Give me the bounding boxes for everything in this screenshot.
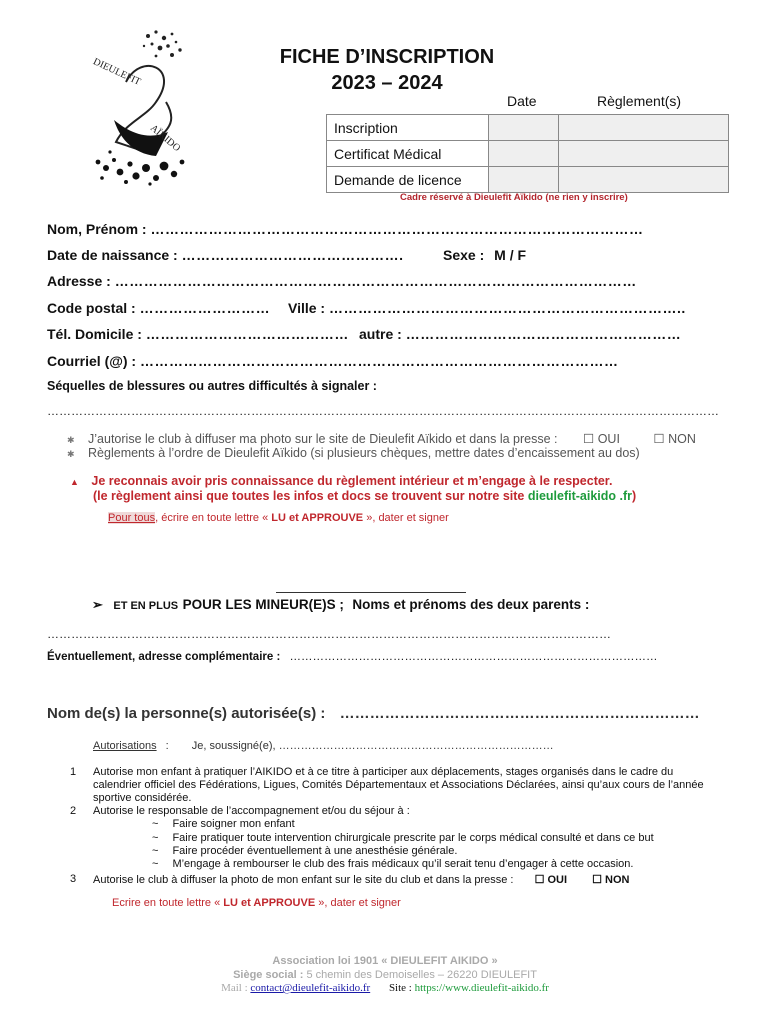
personnes-autorisees-line[interactable]: ……………………………………………………………… [339,705,700,722]
auth-item-3-text: Autorise le club à diffuser la photo de mon enfant sur le site du club et dans la presse : [93,874,514,886]
subitem-text: Faire pratiquer toute intervention chirurgicale prescrite par le corps médical consulté et dans ce but [172,832,654,844]
field-autre-line[interactable]: ………………………………………………… [405,326,682,342]
footer-site-link[interactable]: https://www.dieulefit-aikido.fr [414,982,549,994]
minor-photo-oui-checkbox[interactable]: ☐ OUI [534,874,568,886]
subitem [152,845,457,857]
adresse-complementaire-line[interactable]: …………………………………………………………………………………… [289,651,658,663]
footer-site-label: Site : [388,982,412,994]
ecrire-text-b: », dater et signer [315,897,401,909]
minors-heading-big: POUR LES MINEUR(E)S ; [182,597,344,612]
tilde-icon: ~ [152,832,159,844]
triangle-icon: ▲ [70,477,79,487]
photo-oui-checkbox[interactable]: ☐ OUI [583,432,620,446]
field-naissance [47,247,404,263]
consent-photo [67,431,727,446]
logo-bottom-text: AÏKIDO [147,122,183,155]
page-title: FICHE D’INSCRIPTION [279,46,495,68]
field-nom-line[interactable]: ………………………………………………………………………………………… [150,221,644,237]
auth-item-1-num: 1 [70,766,77,778]
admin-cell-date [489,115,559,141]
admin-col-reglement: Règlement(s) [597,93,682,109]
lu-approuve-text: LU et APPROUVE [223,897,316,909]
admin-cell-reglement [559,167,729,193]
field-ville-line[interactable]: ……………………………………………………………….. [328,300,686,316]
admin-cell-date [489,141,559,167]
lu-approuve-text: LU et APPROUVE [271,512,364,524]
field-tel [47,326,349,342]
admin-cell-date [489,167,559,193]
field-naissance-line[interactable]: ………………………………………. [181,247,404,263]
tilde-icon: ~ [152,845,159,857]
footer-mail-link[interactable]: contact@dieulefit-aikido.fr [250,982,371,994]
tilde-icon: ~ [152,858,159,870]
reglement-block [70,474,612,488]
field-cp-label: Code postal : [47,300,136,316]
soussigne-line[interactable]: Je, soussigné(e), ………………………………………………………………… [191,740,554,752]
field-sexe-value[interactable]: M / F [494,247,527,263]
admin-cell-reglement [559,141,729,167]
consent-reglements-text: Règlements à l’ordre de Dieulefit Aïkido (si plusieurs chèques, mettre dates d’encaissement au dos) [88,446,640,460]
field-tel-line[interactable]: …………………………………… [145,326,349,342]
bullet-icon: ✱ [67,435,75,445]
footer-contact [0,982,770,994]
field-cp-line[interactable]: ……………………… [139,300,271,316]
footer-siege-value: 5 chemin des Demoiselles – 26220 DIEULEFIT [306,969,537,981]
field-nom [47,221,643,237]
bullet-icon: ✱ [67,449,75,459]
personnes-autorisees [47,705,700,722]
reglement-line2-end: ) [632,489,637,503]
field-adresse [47,273,637,289]
autorisations-header [93,740,554,752]
admin-row-label: Inscription [327,115,489,141]
field-sequelles-label: Séquelles de blessures ou autres difficultés à signaler : [47,379,377,393]
autorisations-label: Autorisations [93,740,157,752]
field-code-postal [47,300,270,316]
admin-col-date: Date [507,93,537,109]
auth-item-1-text: Autorise mon enfant à pratiquer l’AIKIDO et à ce titre à participer aux déplacements, stages organisés dans le cadre du calendrier officiel des Fédérations, Ligues, Comités Départementaux et Associations Déclarées, ainsi qu’aux cours de l’année sportive considérée. [93,766,704,804]
admin-note: Cadre réservé à Dieulefit Aïkido (ne rien y inscrire) [400,192,628,203]
adresse-complementaire [47,651,658,663]
pour-tous-text-a: , écrire en toute lettre « [155,512,272,524]
minor-photo-non-label: NON [605,874,630,886]
minors-heading-rest: Noms et prénoms des deux parents : [352,597,590,612]
footer-mail-label: Mail : [221,982,248,994]
admin-row [327,141,729,167]
auth-item-3-num: 3 [70,873,77,885]
field-courriel-label: Courriel (@) : [47,353,137,369]
field-adresse-label: Adresse : [47,273,111,289]
minors-heading-small: ET EN PLUS [113,600,179,612]
field-courriel-line[interactable]: ……………………………………………………………………………………… [139,353,619,369]
signature-line[interactable] [276,592,466,593]
admin-table [326,114,729,193]
admin-cell-reglement [559,115,729,141]
reglement-site-link[interactable]: dieulefit-aikido .fr [527,489,633,503]
personnes-autorisees-label: Nom de(s) la personne(s) autorisée(s) : [47,705,326,722]
footer-association: Association loi 1901 « DIEULEFIT AIKIDO » [272,955,498,967]
ecrire-instruction [112,897,401,909]
field-ville [288,300,686,316]
pour-tous-text-b: », dater et signer [363,512,449,524]
tilde-icon: ~ [152,818,159,830]
reglement-line1: Je reconnais avoir pris connaissance du règlement intérieur et m’engage à le respecter. [91,474,613,488]
admin-row-label: Certificat Médical [327,141,489,167]
field-ville-label: Ville : [288,300,326,316]
field-sequelles-line[interactable]: …………………………………………………………………………………………………………………………………………………… [47,404,719,418]
field-adresse-line[interactable]: ……………………………………………………………………………………………… [114,273,637,289]
auth-item-2-text: Autorise le responsable de l’accompagnement et/ou du séjour à : [93,805,410,817]
subitem-text: Faire soigner mon enfant [172,818,295,830]
subitem [152,818,295,830]
field-tel-label: Tél. Domicile : [47,326,142,342]
photo-non-label: NON [668,432,696,446]
auth-item-2-num: 2 [70,805,77,817]
ecrire-text-a: Ecrire en toute lettre « [112,897,224,909]
subitem [152,832,654,844]
adresse-complementaire-label: Éventuellement, adresse complémentaire : [47,651,281,663]
subitem-text: M’engage à rembourser le club des frais médicaux qu’il serait tenu d’engager à cette occasion. [172,858,634,870]
auth-item-3 [93,873,629,886]
field-sexe [443,247,526,263]
minor-photo-oui-label: OUI [547,874,568,886]
admin-row [327,115,729,141]
footer-siege [0,969,770,981]
footer-siege-label: Siège social : [233,969,304,981]
reglement-line2 [93,489,636,503]
parents-line[interactable]: …………………………………………………………………………………………………………………………… [47,627,611,641]
consent-reglements [67,446,640,460]
page-subtitle-year: 2023 – 2024 [331,72,443,94]
admin-row-label: Demande de licence [327,167,489,193]
photo-non-checkbox[interactable]: ☐ NON [653,432,696,446]
field-autre [359,326,681,342]
photo-oui-label: OUI [597,432,620,446]
consent-photo-text: J’autorise le club à diffuser ma photo sur le site de Dieulefit Aïkido et dans la presse : [88,432,558,446]
subitem [152,858,633,870]
field-courriel [47,353,618,369]
logo-top-text: DIEULEFIT [91,56,143,88]
field-sexe-label: Sexe : [443,247,485,263]
minors-heading [92,596,589,614]
subitem-text: Faire procéder éventuellement à une anesthésie générale. [172,845,458,857]
admin-row [327,167,729,193]
reglement-line2-text: (le règlement ainsi que toutes les infos et docs se trouvent sur notre site [93,489,525,503]
minor-photo-non-checkbox[interactable]: ☐ NON [592,874,630,886]
pour-tous-label: Pour tous [108,512,156,524]
autorisations-colon: : [165,740,169,752]
field-naissance-label: Date de naissance : [47,247,178,263]
arrow-icon: ➢ [92,597,103,612]
pour-tous-instruction [108,512,449,524]
field-autre-label: autre : [359,326,402,342]
club-logo [86,22,196,187]
field-nom-label: Nom, Prénom : [47,221,147,237]
